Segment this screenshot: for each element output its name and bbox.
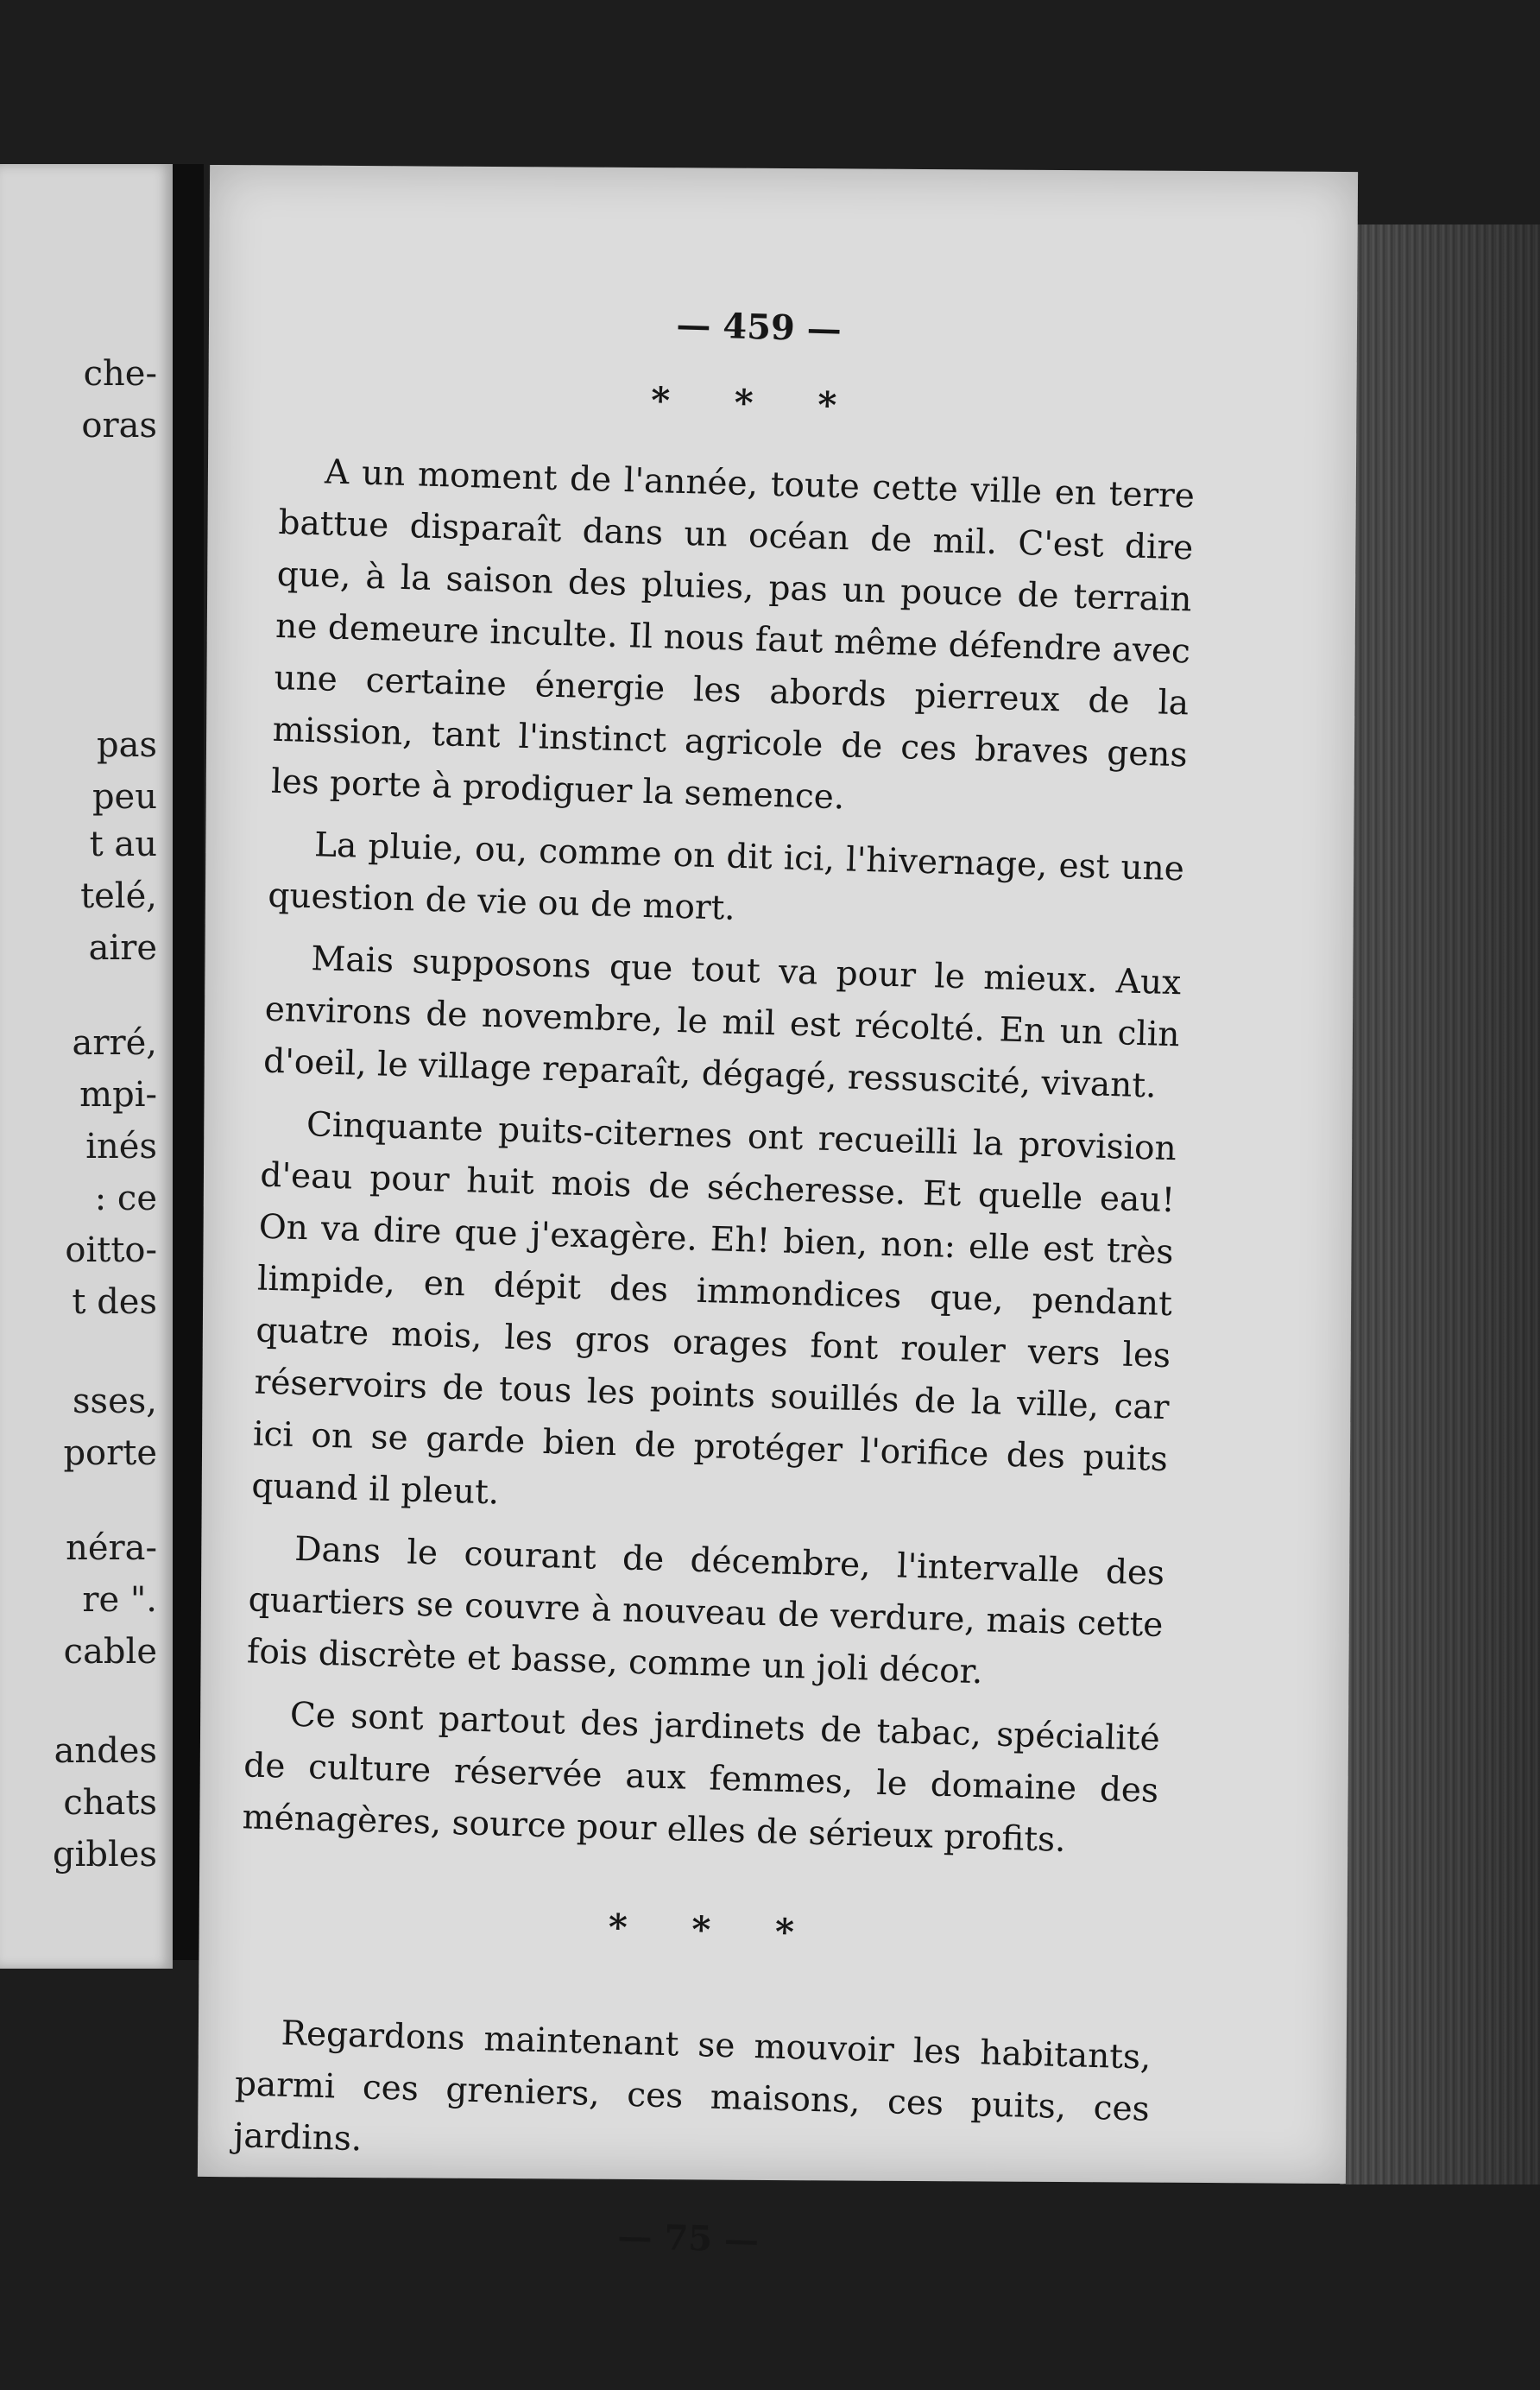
- section-separator-mid: * * *: [608, 1906, 821, 1955]
- paragraph: La pluie, ou, comme on dit ici, l'hivernage, est une question de vie ou de mort.: [267, 825, 1185, 928]
- book-gutter: [173, 164, 204, 1960]
- left-page-fragment: andes: [54, 1731, 157, 1771]
- left-page-fragment: oras: [81, 406, 157, 446]
- left-page-fragment: cable: [63, 1632, 157, 1672]
- left-page-fragment: peu: [92, 777, 157, 817]
- paragraph: Ce sont partout des jardinets de tabac, spécialité de culture réservée aux femmes, le domaine des ménagères, source pour elles de sérieux profits.: [242, 1695, 1161, 1860]
- left-page-fragment: oitto-: [65, 1230, 157, 1270]
- paragraph: A un moment de l'année, toute cette ville en terre battue disparaît dans un océan de mil. C'est dire que, à la saison des pluies, pas un pouce de terrain ne demeure inculte. Il nous faut même défendre avec une certaine énergie les abords pierreux de la mission, tant l'instinct agricole de ces braves gens les porte à prodiguer la semence.: [270, 452, 1196, 818]
- page-number: — 459 —: [675, 304, 843, 351]
- page-text-block: [230, 294, 1200, 2272]
- left-page-fragment: che-: [83, 354, 157, 394]
- left-page-fragment: t au: [89, 825, 157, 864]
- left-page-fragment: re ".: [82, 1580, 157, 1620]
- page-edges: [1340, 224, 1540, 2185]
- left-page-fragment: sses,: [73, 1382, 157, 1421]
- left-page-fragment: mpi-: [79, 1075, 157, 1115]
- paragraph: Dans le courant de décembre, l'intervalle des quartiers se couvre à nouveau de verdure, mais cette fois discrète et basse, comme un joli décor.: [246, 1529, 1165, 1692]
- section-separator-top: * * *: [650, 378, 863, 427]
- left-page-fragment: t des: [72, 1282, 157, 1322]
- folio-number: — 75 —: [616, 2216, 760, 2261]
- left-page-fragment: inés: [85, 1127, 157, 1167]
- left-page-fragment: gibles: [53, 1835, 157, 1875]
- left-page-fragment: chats: [63, 1783, 157, 1823]
- left-page-fragment: néra-: [66, 1528, 157, 1568]
- left-page-fragment: porte: [63, 1433, 157, 1473]
- left-page-fragment: pas: [97, 725, 157, 765]
- left-page-fragment: aire: [88, 928, 157, 968]
- paragraph-list: [242, 446, 1196, 1869]
- left-page-fragment: : ce: [94, 1179, 157, 1218]
- paragraph: Cinquante puits-citernes ont recueilli la provision d'eau pour huit mois de sécheresse. Et quelle eau! On va dire que j'exagère. Eh! bien, non: elle est très limpide, en dépit des immondices que, pendant quatre mois, les gros orages font rouler vers les réservoirs de tous les points souillés de la ville, car ici on se garde bien de protéger l'orifice des puits quand il pleut.: [250, 1105, 1177, 1513]
- paragraph: Mais supposons que tout va pour le mieux. Aux environs de novembre, le mil est récolté. En un clin d'oeil, le village reparaît, dégagé, ressuscité, vivant.: [262, 939, 1182, 1106]
- last-paragraph: Regardons maintenant se mouvoir les habitants, parmi ces greniers, ces maisons, ces puits, ces jardins.: [232, 2014, 1152, 2159]
- left-page-fragment: arré,: [72, 1023, 157, 1063]
- left-page-fragment: telé,: [80, 876, 157, 916]
